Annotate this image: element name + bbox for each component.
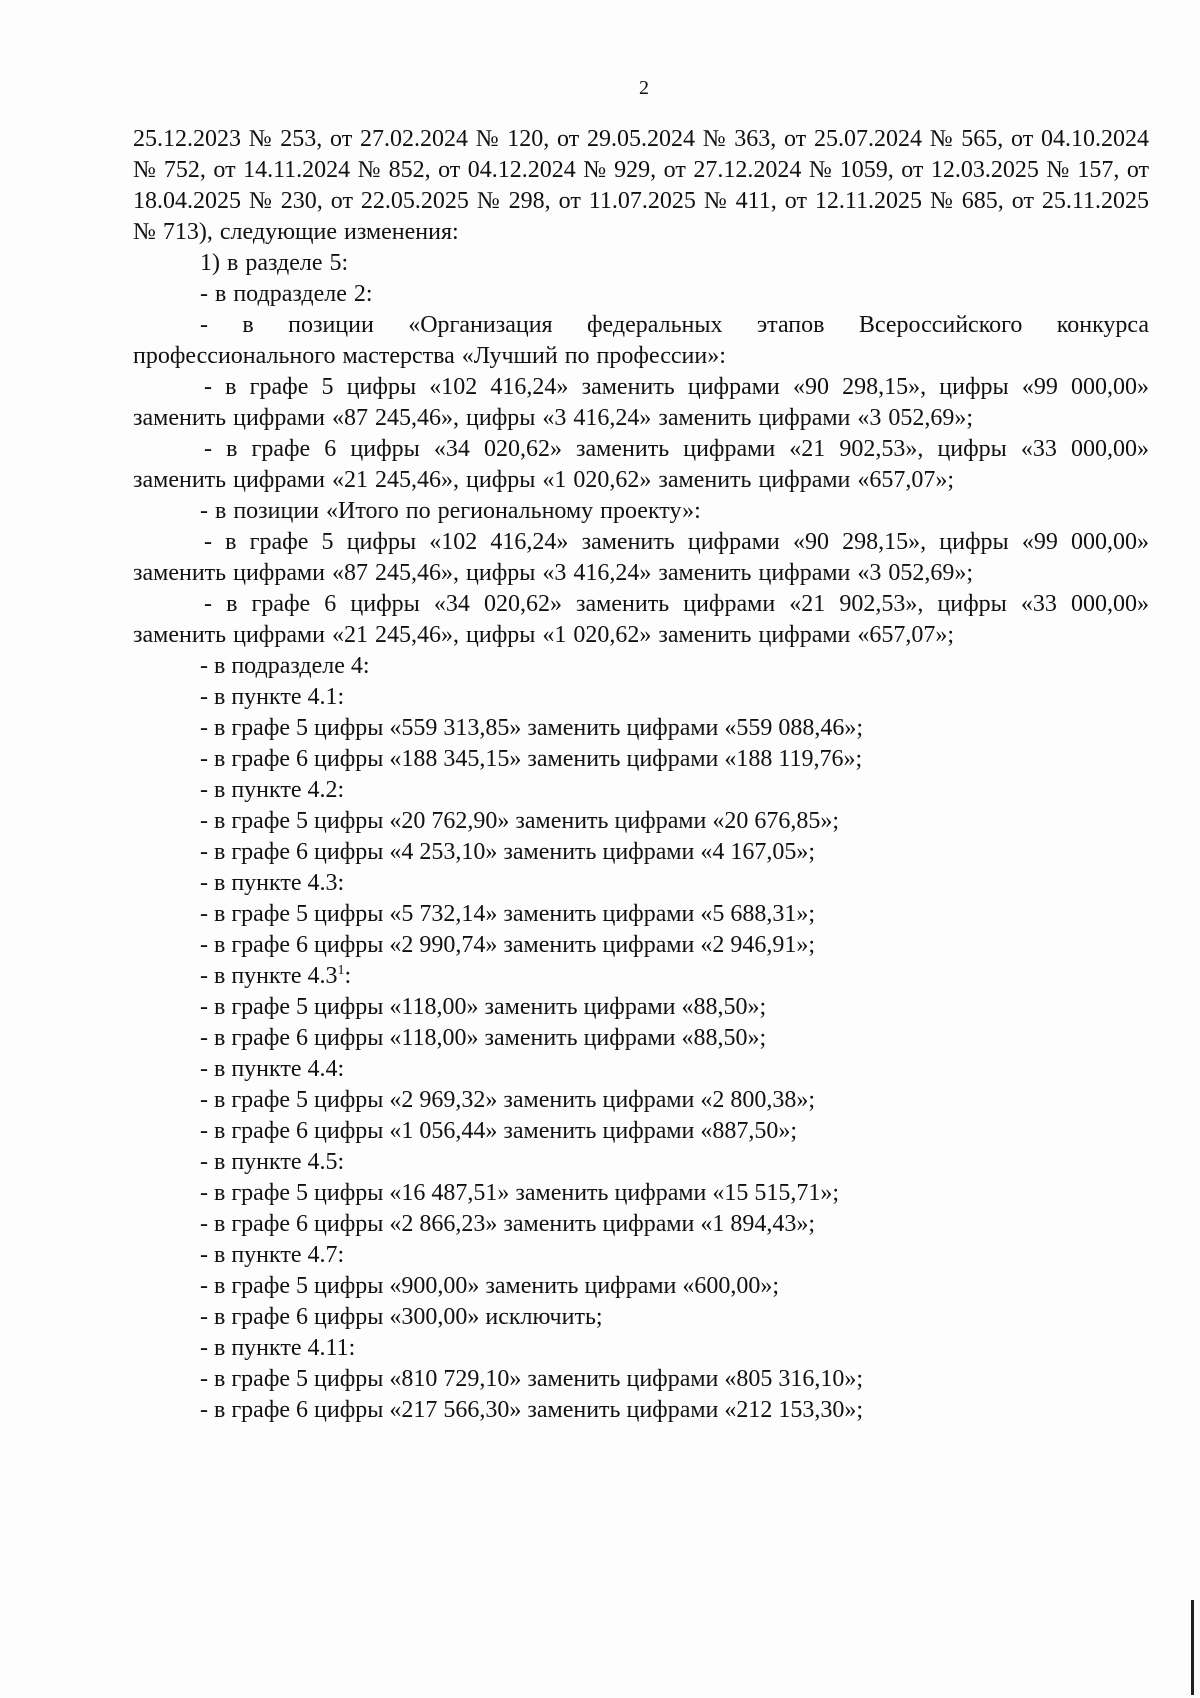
paragraph-column-6-contest: - в графе 6 цифры «34 020,62» заменить цифрами «21 902,53», цифры «33 000,00» заменить цифрами «21 245,46», цифры «1 020,62» заменить цифрами «657,07»;: [133, 436, 1149, 493]
page-number: 2: [639, 77, 649, 99]
line-item-4-1-column-5: - в графе 5 цифры «559 313,85» заменить цифрами «559 088,46»;: [200, 715, 864, 741]
line-item-4-3-column-5: - в графе 5 цифры «5 732,14» заменить цифрами «5 688,31»;: [200, 901, 816, 927]
line-item-4-3-column-6: - в графе 6 цифры «2 990,74» заменить цифрами «2 946,91»;: [200, 932, 816, 958]
paragraph-column-6-total: - в графе 6 цифры «34 020,62» заменить цифрами «21 902,53», цифры «33 000,00» заменить цифрами «21 245,46», цифры «1 020,62» заменить цифрами «657,07»;: [133, 591, 1149, 648]
line-item-4-7: - в пункте 4.7:: [200, 1242, 345, 1268]
line-item-4-7-column-6: - в графе 6 цифры «300,00» исключить;: [200, 1304, 603, 1330]
superscript-1: 1: [337, 963, 345, 978]
line-item-4-5-column-5: - в графе 5 цифры «16 487,51» заменить цифрами «15 515,71»;: [200, 1180, 840, 1206]
paragraph-subsection-2: - в подразделе 2:: [200, 281, 373, 307]
line-item-4-4-column-6: - в графе 6 цифры «1 056,44» заменить цифрами «887,50»;: [200, 1118, 798, 1144]
line-item-4-2: - в пункте 4.2:: [200, 777, 345, 803]
line-subsection-4: - в подразделе 4:: [200, 653, 370, 679]
paragraph-column-5-contest: - в графе 5 цифры «102 416,24» заменить цифрами «90 298,15», цифры «99 000,00» заменить цифрами «87 245,46», цифры «3 416,24» заменить цифрами «3 052,69»;: [133, 374, 1149, 431]
paragraph-section-5: 1) в разделе 5:: [200, 250, 349, 276]
line-item-4-3-1-column-5: - в графе 5 цифры «118,00» заменить цифрами «88,50»;: [200, 994, 767, 1020]
paragraph-column-5-total: - в графе 5 цифры «102 416,24» заменить цифрами «90 298,15», цифры «99 000,00» заменить цифрами «87 245,46», цифры «3 416,24» заменить цифрами «3 052,69»;: [133, 529, 1149, 586]
paragraph-resolutions-list: 25.12.2023 № 253, от 27.02.2024 № 120, от 29.05.2024 № 363, от 25.07.2024 № 565, от 04.10.2024 № 752, от 14.11.2024 № 852, от 04.12.2024 № 929, от 27.12.2024 № 1059, от 12.03.2025 № 157, от 18.04.2025 № 230, от 22.05.2025 № 298, от 11.07.2025 № 411, от 12.11.2025 № 685, от 25.11.2025 № 713), следующие изменения:: [133, 126, 1149, 245]
line-item-4-5-column-6: - в графе 6 цифры «2 866,23» заменить цифрами «1 894,43»;: [200, 1211, 816, 1237]
scan-edge-mark: [1191, 1600, 1194, 1695]
line-item-4-11-column-6: - в графе 6 цифры «217 566,30» заменить цифрами «212 153,30»;: [200, 1397, 864, 1423]
paragraph-position-contest: - в позиции «Организация федеральных этапов Всероссийского конкурса профессионального мастерства «Лучший по профессии»:: [133, 312, 1149, 369]
line-item-4-5: - в пункте 4.5:: [200, 1149, 345, 1175]
line-item-4-4: - в пункте 4.4:: [200, 1056, 345, 1082]
line-item-4-1-column-6: - в графе 6 цифры «188 345,15» заменить цифрами «188 119,76»;: [200, 746, 863, 772]
line-item-4-7-column-5: - в графе 5 цифры «900,00» заменить цифрами «600,00»;: [200, 1273, 780, 1299]
line-item-4-2-column-6: - в графе 6 цифры «4 253,10» заменить цифрами «4 167,05»;: [200, 839, 816, 865]
line-item-4-11: - в пункте 4.11:: [200, 1335, 356, 1361]
line-item-4-3: - в пункте 4.3:: [200, 870, 345, 896]
line-item-4-3-1: [133, 961, 1149, 992]
line-item-4-4-column-5: - в графе 5 цифры «2 969,32» заменить цифрами «2 800,38»;: [200, 1087, 816, 1113]
line-item-4-11-column-5: - в графе 5 цифры «810 729,10» заменить цифрами «805 316,10»;: [200, 1366, 864, 1392]
paragraph-position-total: - в позиции «Итого по региональному проекту»:: [200, 498, 701, 524]
line-item-4-3-1-column-6: - в графе 6 цифры «118,00» заменить цифрами «88,50»;: [200, 1025, 767, 1051]
line-item-4-3-1-text: - в пункте 4.3: [200, 963, 338, 989]
document-body: [133, 124, 1149, 1426]
line-item-4-3-1-colon: :: [344, 963, 352, 989]
line-item-4-1: - в пункте 4.1:: [200, 684, 345, 710]
line-item-4-2-column-5: - в графе 5 цифры «20 762,90» заменить цифрами «20 676,85»;: [200, 808, 840, 834]
